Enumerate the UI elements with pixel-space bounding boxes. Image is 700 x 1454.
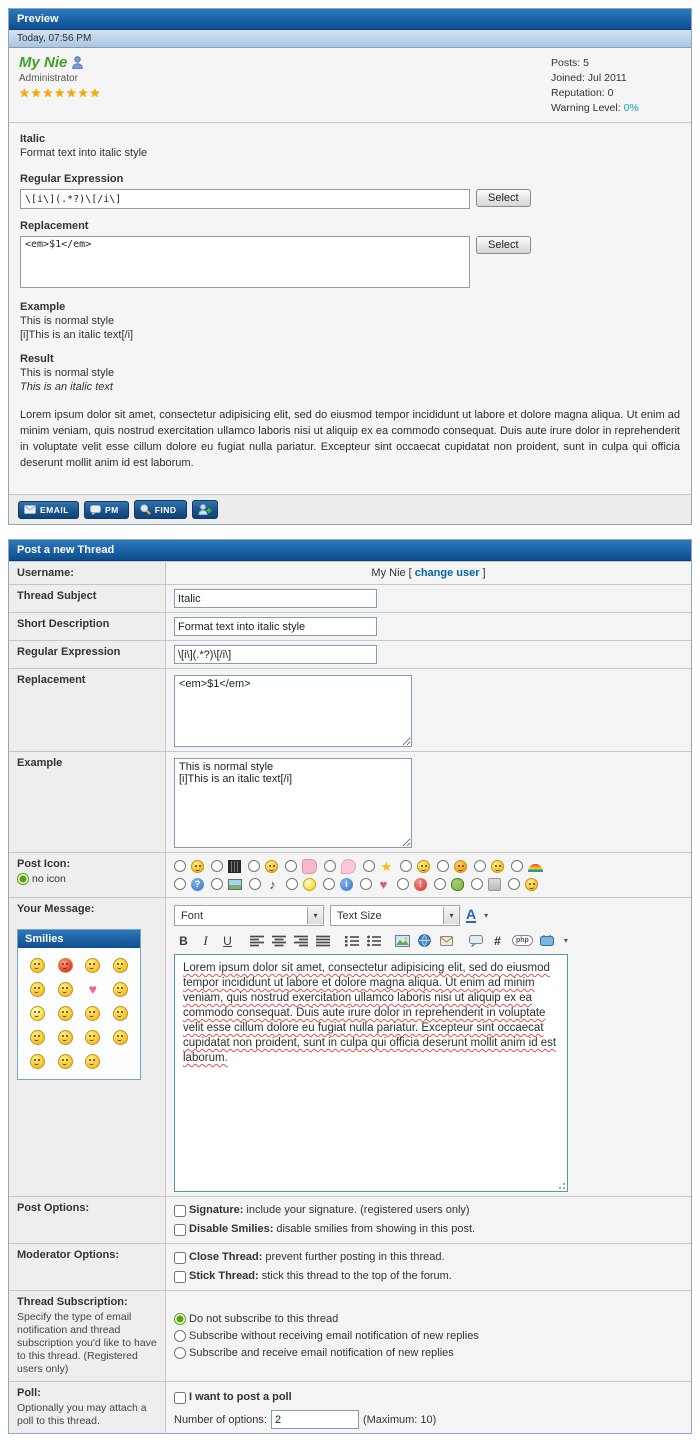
post-icon-option[interactable] xyxy=(174,860,204,873)
shy-smiley[interactable] xyxy=(113,958,128,973)
sleepy-smiley[interactable] xyxy=(58,1006,73,1021)
username-value: My Nie xyxy=(371,567,406,579)
color-dropdown-arrow-icon[interactable]: ▾ xyxy=(484,911,489,920)
your-message-label: Your Message: xyxy=(17,903,95,915)
regex-label: Regular Expression xyxy=(20,173,124,185)
post-heading: Italic xyxy=(20,133,46,145)
post-date: Today, 07:56 PM xyxy=(9,30,691,48)
font-dropdown[interactable]: Font ▾ xyxy=(174,905,324,926)
font-color-button[interactable]: A xyxy=(466,906,477,922)
add-buddy-icon xyxy=(198,504,212,515)
moderator-option[interactable]: Close Thread: prevent further posting in this thread. xyxy=(174,1248,683,1267)
stat-line: Reputation: 0 xyxy=(551,87,614,99)
biggrin-smiley[interactable] xyxy=(58,1054,73,1069)
brick-icon xyxy=(488,878,501,891)
huh-smiley[interactable] xyxy=(113,982,128,997)
username-row: Username: My Nie [ change user ] xyxy=(9,561,691,584)
star-icon: ★ xyxy=(380,858,393,874)
insert-link-button[interactable] xyxy=(417,933,432,948)
post-icon-option[interactable] xyxy=(474,860,504,873)
moderator-options-row xyxy=(9,1243,691,1290)
ordered-list-button[interactable] xyxy=(344,933,359,948)
information-icon: i xyxy=(340,878,353,891)
post-icon-option[interactable] xyxy=(360,878,390,891)
angel-smiley[interactable] xyxy=(30,958,45,973)
align-center-button[interactable] xyxy=(271,933,286,948)
pm-button[interactable]: PM xyxy=(84,501,129,519)
photo-icon xyxy=(228,879,242,890)
insert-php-button[interactable]: php xyxy=(512,935,533,946)
post-poll-option[interactable]: I want to post a poll xyxy=(174,1388,683,1407)
thread-subscription-label: Thread Subscription: xyxy=(17,1296,128,1308)
poll-label: Poll: xyxy=(17,1387,41,1399)
post-options-row xyxy=(9,1196,691,1243)
post-message-text: Lorem ipsum dolor sit amet, consectetur adipisicing elit, sed do eiusmod tempor incididunt ut labore et dolore magna aliqua. Ut enim ad minim veniam, quis nostrud exercitation ullamco laboris nisi ut aliquip ex ea commodo consequat. Duis aute irure dolor in reprehenderit in voluptate velit esse cillum dolore eu fugiat nulla pariatur. Excepteur sint occaecat cupidatat non proident, sunt in culpa qui officia deserunt mollit anim id est laborum. xyxy=(20,409,680,469)
post-icon-row xyxy=(9,852,691,897)
heart-icon: ♥ xyxy=(379,876,388,892)
regular-expression-input[interactable] xyxy=(174,645,377,664)
find-icon xyxy=(140,504,151,515)
post-icon-option[interactable] xyxy=(400,860,430,873)
heart-smiley[interactable]: ♥ xyxy=(88,981,97,997)
post-icon-option[interactable] xyxy=(211,878,242,890)
smile-smiley[interactable] xyxy=(85,1006,100,1021)
post-icon-option[interactable] xyxy=(471,878,501,891)
poll-max-label: (Maximum: 10) xyxy=(362,1413,437,1426)
short-description-input[interactable] xyxy=(174,617,377,636)
post-option[interactable]: Disable Smilies: disable smilies from showing in this post. xyxy=(174,1220,683,1239)
resize-handle[interactable] xyxy=(557,1181,565,1189)
result-label: Result xyxy=(20,353,54,365)
music-icon: ♪ xyxy=(269,876,276,892)
post-icon-option[interactable] xyxy=(249,878,279,891)
post-icon-label: Post Icon: xyxy=(17,858,71,870)
user-icon xyxy=(72,56,83,69)
replacement-select-button[interactable]: Select xyxy=(476,236,531,254)
find-button[interactable]: FIND xyxy=(134,500,187,519)
cool-shades-smiley[interactable] xyxy=(58,1030,73,1045)
align-justify-button[interactable] xyxy=(315,933,330,948)
replacement-label: Replacement xyxy=(20,220,89,232)
regular-expression-row xyxy=(9,640,691,668)
example-label: Example xyxy=(9,752,166,852)
thread-subject-label: Thread Subject xyxy=(9,585,166,612)
post-subheading: Format text into italic style xyxy=(20,147,148,159)
post-icon-option[interactable] xyxy=(511,860,543,872)
post-icon-option[interactable] xyxy=(437,860,467,873)
smile-icon xyxy=(417,860,430,873)
insert-email-button[interactable] xyxy=(439,933,454,948)
result-line-italic: This is an italic text xyxy=(20,381,113,393)
form-header: Post a new Thread xyxy=(9,540,691,561)
big-smile-smiley[interactable] xyxy=(30,1030,45,1045)
exclamation-icon: ! xyxy=(414,878,427,891)
username-label: Username: xyxy=(9,562,166,584)
post-icon-option[interactable] xyxy=(248,860,278,873)
no-icon-radio[interactable] xyxy=(17,873,29,885)
stat-line: Posts: 5 xyxy=(551,57,589,69)
stat-line: Warning Level: 0% xyxy=(551,102,639,114)
confused-smiley[interactable] xyxy=(85,958,100,973)
moderator-option[interactable]: Stick Thread: stick this thread to the top of the forum. xyxy=(174,1267,683,1286)
replacement-display-area[interactable] xyxy=(20,236,470,288)
tongue-smiley[interactable] xyxy=(113,1030,128,1045)
preview-panel xyxy=(8,8,692,525)
post-body xyxy=(9,123,691,494)
regex-display-input[interactable] xyxy=(20,189,470,209)
replacement-row xyxy=(9,668,691,751)
thread-subject-input[interactable] xyxy=(174,589,377,608)
smilies-panel xyxy=(17,929,141,1080)
message-input-area[interactable] xyxy=(174,954,568,1192)
email-button[interactable]: EMAIL xyxy=(18,501,79,519)
preview-header: Preview xyxy=(9,9,691,30)
author-block xyxy=(9,48,691,123)
bullet-list-button[interactable] xyxy=(366,933,381,948)
thread-subscription-desc: Specify the type of email notification and thread subscription you'd like to have to this thread. (Registered users only) xyxy=(17,1311,157,1375)
post-button-row xyxy=(9,494,691,524)
insert-video-button[interactable] xyxy=(540,933,555,948)
shocked-icon xyxy=(454,860,467,873)
post-icon-option[interactable] xyxy=(211,860,241,873)
sad-icon xyxy=(525,878,538,891)
post-icon-option[interactable] xyxy=(397,878,427,891)
tongue-icon xyxy=(265,860,278,873)
replacement-label: Replacement xyxy=(9,669,166,751)
moderator-options-label: Moderator Options: xyxy=(9,1244,166,1290)
insert-image-button[interactable] xyxy=(395,933,410,948)
short-description-label: Short Description xyxy=(9,613,166,640)
message-text: Lorem ipsum dolor sit amet, consectetur adipisicing elit, sed do eiusmod tempor incididunt ut labore et dolore magna aliqua. Ut enim ad minim veniam, quis nostrud exercitation ullamco laboris nisi ut aliquip ex ea commodo consequat. Duis aute irure dolor in reprehenderit in voluptate velit esse cillum dolore eu fugiat nulla pariatur. Excepteur sint occaecat cupidatat non proident, sunt in culpa qui officia deserunt mollit anim id est laborum. xyxy=(183,962,557,1064)
italic-button[interactable]: I xyxy=(203,932,208,948)
dodgy-smiley[interactable] xyxy=(113,1006,128,1021)
no-icon-option[interactable]: no icon xyxy=(17,873,157,885)
lightbulb-icon xyxy=(303,878,316,891)
change-user-link[interactable]: change user xyxy=(414,567,480,579)
your-message-row xyxy=(9,897,691,1196)
subscription-option[interactable]: Subscribe without receiving email notification of new replies xyxy=(174,1328,683,1345)
exclaim-smiley[interactable] xyxy=(58,982,73,997)
align-right-button[interactable] xyxy=(293,933,308,948)
post-icon-option[interactable] xyxy=(285,859,317,874)
bug-icon xyxy=(451,878,464,891)
post-option[interactable]: Signature: include your signature. (registered users only) xyxy=(174,1201,683,1220)
thread-subject-row xyxy=(9,584,691,612)
dropdown-arrow-icon: ▾ xyxy=(443,907,459,924)
pm-icon xyxy=(90,505,101,515)
author-username[interactable]: My Nie xyxy=(19,54,83,71)
align-left-button[interactable] xyxy=(249,933,264,948)
regex-select-button[interactable]: Select xyxy=(476,189,531,207)
speech-icon xyxy=(341,859,356,874)
grin-smiley[interactable] xyxy=(85,1030,100,1045)
replacement-textarea[interactable] xyxy=(174,675,412,747)
stat-line: Joined: Jul 2011 xyxy=(551,72,627,84)
idea-smiley[interactable] xyxy=(30,1006,45,1021)
author-stars: ★★★★★★★ xyxy=(19,86,102,100)
subscription-option[interactable]: Do not subscribe to this thread xyxy=(174,1311,683,1328)
wink-icon xyxy=(491,860,504,873)
example-line: [i]This is an italic text[/i] xyxy=(20,329,134,341)
text-size-dropdown[interactable]: Text Size ▾ xyxy=(330,905,460,926)
dropdown-arrow-icon: ▾ xyxy=(307,907,323,924)
result-line: This is normal style xyxy=(20,367,115,379)
thumbs-down-icon xyxy=(302,859,317,874)
message-editor xyxy=(174,902,568,1192)
rainbow-icon xyxy=(528,864,543,872)
author-title: Administrator xyxy=(19,73,78,84)
poll-row xyxy=(9,1381,691,1433)
sad-smiley[interactable] xyxy=(85,1054,100,1069)
biggrin-icon xyxy=(191,860,204,873)
example-row xyxy=(9,751,691,852)
subscription-option[interactable]: Subscribe and receive email notification of new replies xyxy=(174,1345,683,1362)
question-icon: ? xyxy=(191,878,204,891)
post-options-label: Post Options: xyxy=(9,1197,166,1243)
regular-expression-label: Regular Expression xyxy=(9,641,166,668)
example-label: Example xyxy=(20,301,66,313)
thread-subscription-row xyxy=(9,1290,691,1381)
angry-smiley[interactable] xyxy=(58,958,73,973)
author-stats xyxy=(551,54,681,116)
new-thread-panel xyxy=(8,539,692,1434)
post-icon-option[interactable] xyxy=(324,859,356,874)
short-description-row xyxy=(9,612,691,640)
post-icon-option[interactable] xyxy=(174,878,204,891)
insert-code-button[interactable]: # xyxy=(494,933,501,948)
insert-quote-button[interactable] xyxy=(468,933,483,948)
rolleyes-smiley[interactable] xyxy=(30,1054,45,1069)
cool-smiley[interactable] xyxy=(30,982,45,997)
post-icon-option[interactable] xyxy=(508,878,538,891)
post-icon-option[interactable] xyxy=(323,878,353,891)
post-icon-option[interactable] xyxy=(434,878,464,891)
smilies-header: Smilies xyxy=(18,930,140,948)
underline-button[interactable]: U xyxy=(223,933,232,948)
film-icon xyxy=(228,860,241,873)
example-line: This is normal style xyxy=(20,315,115,327)
poll-desc: Optionally you may attach a poll to this thread. xyxy=(17,1402,147,1427)
email-icon xyxy=(24,505,36,514)
bold-button[interactable]: B xyxy=(179,933,188,948)
example-textarea[interactable] xyxy=(174,758,412,848)
post-icon-option[interactable] xyxy=(363,860,393,873)
poll-num-label: Number of options: xyxy=(174,1413,267,1426)
add-buddy-button[interactable] xyxy=(192,500,218,519)
poll-num-input[interactable] xyxy=(271,1410,359,1429)
post-icon-option[interactable] xyxy=(286,878,316,891)
video-dropdown-arrow-icon[interactable]: ▾ xyxy=(563,936,568,945)
